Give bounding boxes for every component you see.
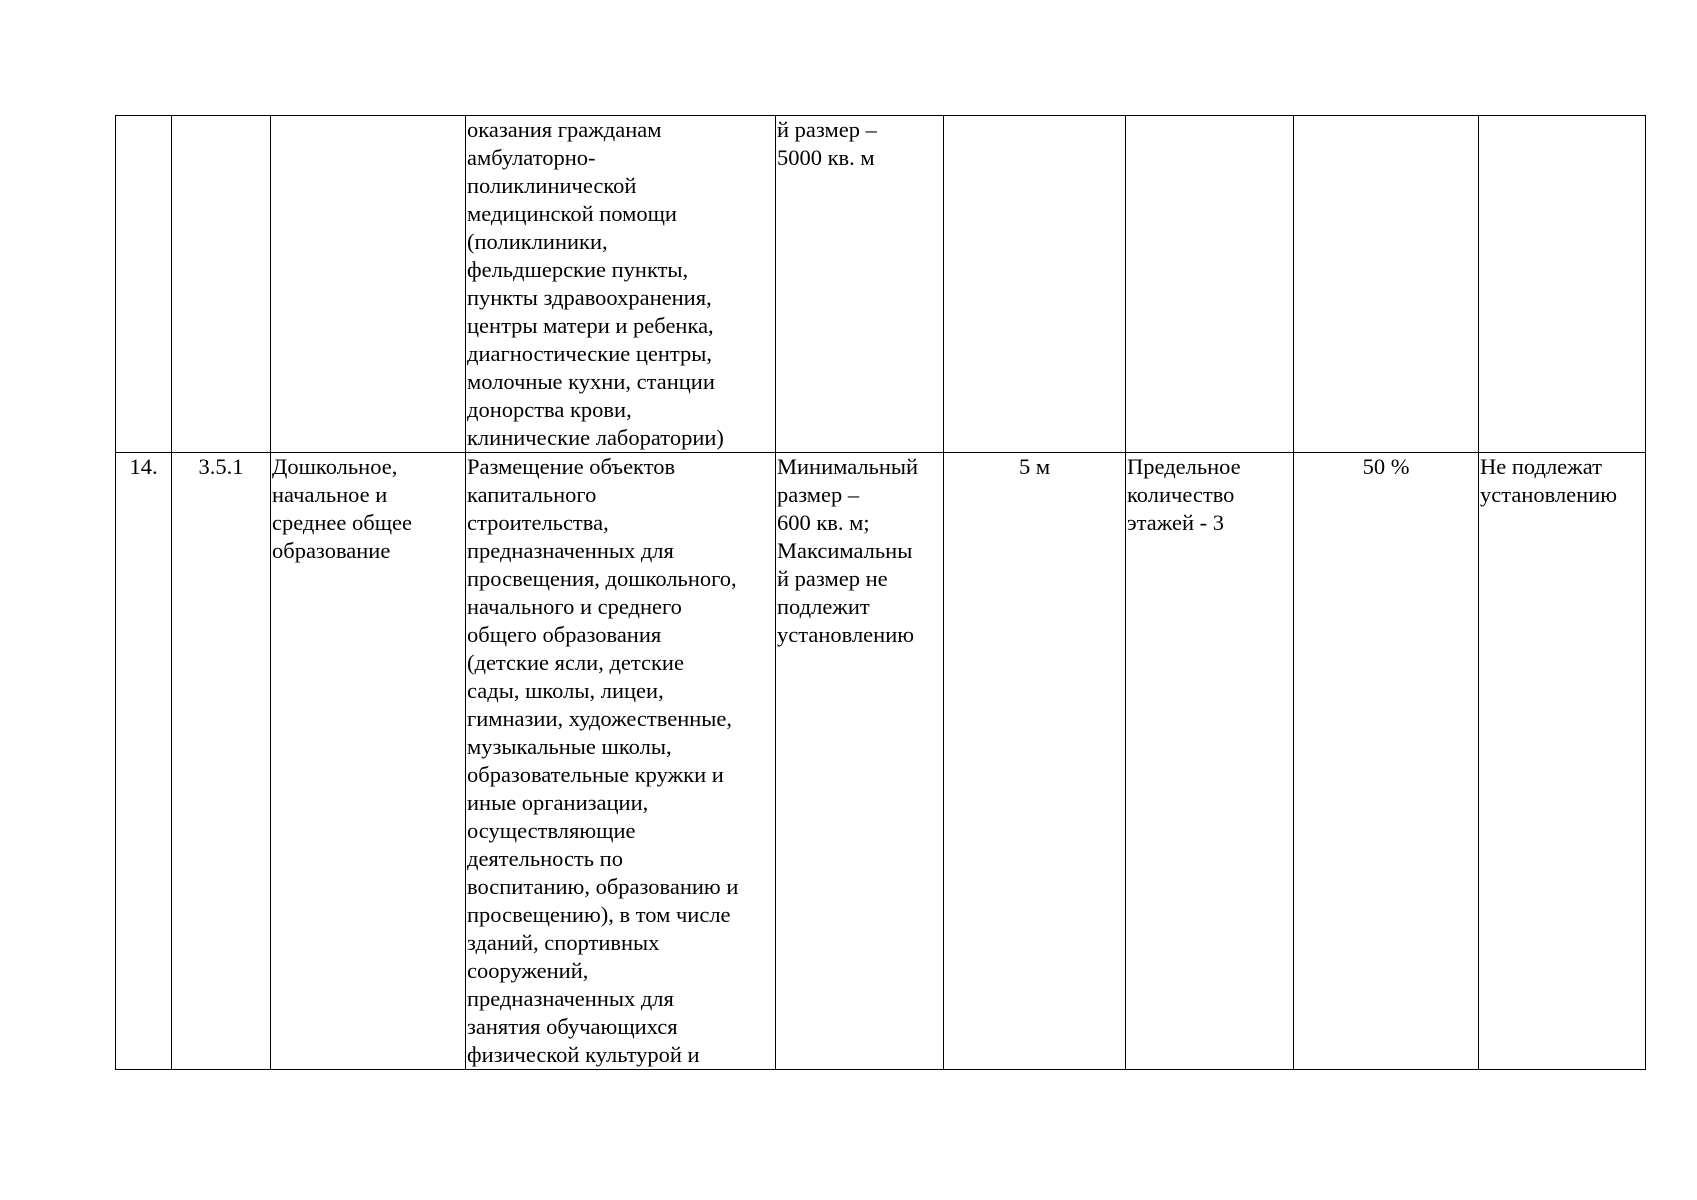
- cell-text-line: предназначенных для: [467, 538, 674, 563]
- cell-text-line: клинические лаборатории): [467, 425, 724, 450]
- cell-text-line: иные организации,: [467, 790, 649, 815]
- cell-text-line: музыкальные школы,: [467, 734, 672, 759]
- cell-text-line: этажей - 3: [1127, 510, 1225, 535]
- cell-text-line: общего образования: [467, 622, 662, 647]
- row-number-cell: [116, 116, 172, 453]
- cell-text-line: предназначенных для: [467, 986, 674, 1011]
- use-name-cell: [271, 116, 466, 453]
- cell-text-line: сады, школы, лицеи,: [467, 678, 664, 703]
- cell-text-line: деятельность по: [467, 846, 623, 871]
- land-use-table: [115, 115, 1646, 1070]
- cell-text-line: поликлинической: [467, 173, 637, 198]
- cell-text-line: фельдшерские пункты,: [467, 257, 689, 282]
- cell-text-line: количество: [1127, 482, 1235, 507]
- plot-size-cell: [776, 116, 944, 453]
- table-row: [116, 453, 1646, 1070]
- cell-text-line: капитального: [467, 482, 597, 507]
- coverage-cell: [1294, 116, 1479, 453]
- use-name-cell: [271, 453, 466, 1070]
- cell-text-line: Предельное: [1127, 454, 1241, 479]
- cell-text-line: Не подлежат: [1480, 454, 1602, 479]
- cell-text-line: Минимальный: [777, 454, 919, 479]
- cell-text-line: гимназии, художественные,: [467, 706, 733, 731]
- plot-size-cell: [776, 453, 944, 1070]
- cell-text-line: просвещения, дошкольного,: [467, 566, 737, 591]
- table-row: [116, 116, 1646, 453]
- restrictions-cell: [1479, 116, 1646, 453]
- cell-text-line: физической культурой и: [467, 1042, 700, 1067]
- cell-text-line: подлежит: [777, 594, 870, 619]
- cell-text-line: начальное и: [272, 482, 388, 507]
- floors-cell: [1126, 116, 1294, 453]
- cell-text-line: размер –: [777, 482, 860, 507]
- setback-cell: [944, 116, 1126, 453]
- cell-text-line: (детские ясли, детские: [467, 650, 684, 675]
- cell-text-line: 5000 кв. м: [777, 145, 875, 170]
- cell-text-line: центры матери и ребенка,: [467, 313, 714, 338]
- cell-text-line: зданий, спортивных: [467, 930, 660, 955]
- cell-text-line: занятия обучающихся: [467, 1014, 678, 1039]
- classifier-code-cell: 3.5.1: [172, 453, 271, 1070]
- cell-text-line: установлению: [777, 622, 915, 647]
- use-description-cell: [466, 453, 776, 1070]
- setback-cell: 5 м: [944, 453, 1126, 1070]
- cell-text-line: строительства,: [467, 510, 609, 535]
- cell-text-line: амбулаторно-: [467, 145, 596, 170]
- cell-text-line: 600 кв. м;: [777, 510, 870, 535]
- cell-text-line: среднее общее: [272, 510, 413, 535]
- cell-text-line: донорства крови,: [467, 397, 632, 422]
- cell-text-line: воспитанию, образованию и: [467, 874, 739, 899]
- cell-text-line: осуществляющие: [467, 818, 636, 843]
- cell-text-line: пункты здравоохранения,: [467, 285, 712, 310]
- classifier-code-cell: [172, 116, 271, 453]
- cell-text-line: начального и среднего: [467, 594, 682, 619]
- cell-text-line: оказания гражданам: [467, 117, 662, 142]
- cell-text-line: медицинской помощи: [467, 201, 677, 226]
- cell-text-line: просвещению), в том числе: [467, 902, 731, 927]
- coverage-cell: 50 %: [1294, 453, 1479, 1070]
- cell-text-line: образование: [272, 538, 391, 563]
- cell-text-line: Размещение объектов: [467, 454, 676, 479]
- cell-text-line: молочные кухни, станции: [467, 369, 715, 394]
- cell-text-line: Максимальны: [777, 538, 913, 563]
- restrictions-cell: [1479, 453, 1646, 1070]
- use-description-cell: [466, 116, 776, 453]
- cell-text-line: (поликлиники,: [467, 229, 608, 254]
- cell-text-line: диагностические центры,: [467, 341, 713, 366]
- cell-text-line: й размер –: [777, 117, 877, 142]
- floors-cell: [1126, 453, 1294, 1070]
- cell-text-line: й размер не: [777, 566, 888, 591]
- cell-text-line: установлению: [1480, 482, 1618, 507]
- cell-text-line: сооружений,: [467, 958, 589, 983]
- row-number-cell: 14.: [116, 453, 172, 1070]
- cell-text-line: Дошкольное,: [272, 454, 398, 479]
- cell-text-line: образовательные кружки и: [467, 762, 724, 787]
